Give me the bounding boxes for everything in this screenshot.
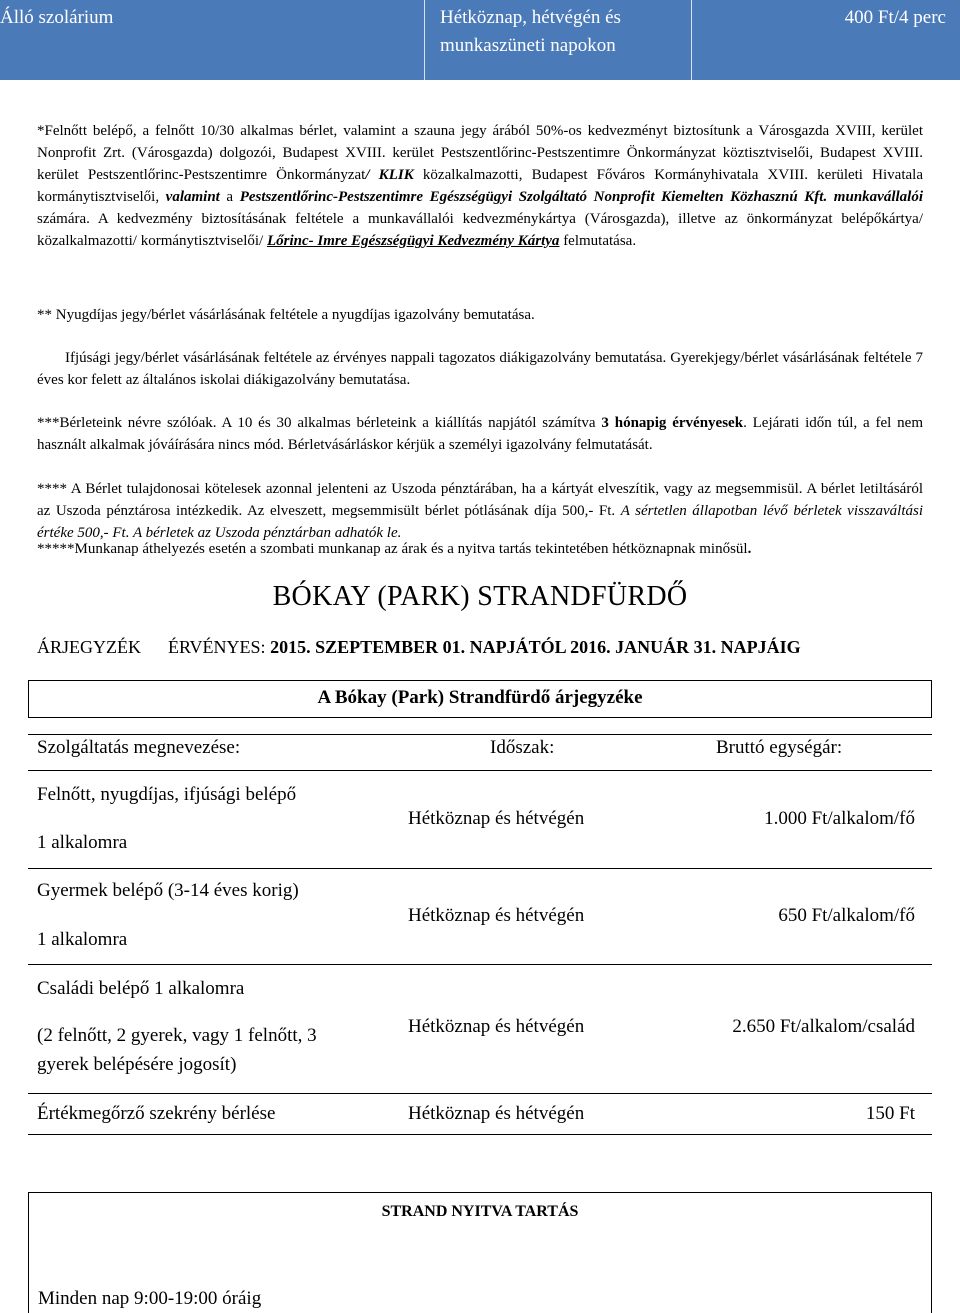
row3-service-line1: Családi belépő 1 alkalomra [37, 978, 245, 999]
header-top-border [28, 734, 932, 735]
table-caption: A Bókay (Park) Strandfürdő árjegyzéke [317, 687, 643, 708]
row3-service-line2: (2 felnőtt, 2 gyerek, vagy 1 felnőtt, 3 [37, 1025, 317, 1046]
discount-note-kft: Pestszentlőrinc-Pestszentimre Egészségügyi Szolgáltató Nonprofit Kiemelten Közhasznú Kft. munkavállalói [239, 189, 923, 205]
top-period-line2: munkaszüneti napokon [440, 35, 616, 56]
row3-price: 2.650 Ft/alkalom/család [732, 1016, 915, 1037]
row1-bottom-border [28, 868, 932, 869]
row3-service-line3: gyerek belépésére jogosít) [37, 1054, 237, 1075]
row4-service: Értékmegőrző szekrény bérlése [37, 1103, 276, 1124]
row1-service-line2: 1 alkalomra [37, 832, 128, 853]
discount-note-part-g: számára. A kedvezmény biztosításának feltétele a munkavállalói kedvezménykártya (Városgazda), illetve az önkormányzat belépőkártya/ közalkalmazotti/ kormánytisztviselői/ [37, 211, 923, 249]
opening-hours-text: Minden nap 9:00-19:00 óráig [38, 1288, 262, 1309]
top-divider-2 [691, 0, 692, 80]
row2-service-line2: 1 alkalomra [37, 929, 128, 950]
top-price: 400 Ft/4 perc [844, 7, 946, 28]
validity-line [37, 637, 801, 658]
pass-loss-note [37, 478, 923, 544]
pass-loss-refund: A sértetlen állapotban lévő bérletek visszaváltási értéke 500,- Ft. A bérletek az Uszoda pénztárban adhatók le. [37, 503, 924, 541]
discount-note-card: Lőrinc- Imre Egészségügyi Kedvezmény Kártya [266, 233, 560, 249]
youth-note: Ifjúsági jegy/bérlet vásárlásának feltétele az érvényes nappali tagozatos diákigazolvány bemutatása. Gyerekjegy/bérlet vásárlásának feltétele 7 éves kor felett az általános iskolai diákigazolvány bemutatása. [37, 350, 923, 388]
pass-validity-months: 3 hónapig érvényesek [601, 415, 744, 431]
row3-bottom-border [28, 1093, 932, 1094]
pass-validity-note [37, 412, 923, 456]
opening-hours-title: STRAND NYITVA TARTÁS [381, 1203, 579, 1220]
workday-note-period: . [747, 541, 752, 557]
pass-validity-part-a: ***Bérleteink névre szólóak. A 10 és 30 alkalmas bérleteink a kiállítás napjától számítva [37, 415, 602, 431]
row4-bottom-border [28, 1134, 932, 1135]
discount-note-klik: / KLIK [365, 167, 414, 183]
row2-price: 650 Ft/alkalom/fő [778, 905, 915, 926]
workday-note [37, 538, 923, 560]
top-divider-1 [424, 0, 425, 80]
discount-note-part-e: a [219, 189, 240, 205]
row2-period: Hétköznap és hétvégén [408, 905, 585, 926]
top-period-line1: Hétköznap, hétvégén és [440, 7, 621, 28]
discount-note [37, 120, 923, 252]
validity-range: 2015. SZEPTEMBER 01. NAPJÁTÓL 2016. JANUÁR 31. NAPJÁIG [270, 637, 801, 657]
header-period: Időszak: [490, 737, 555, 758]
row2-service-line1: Gyermek belépő (3-14 éves korig) [37, 880, 299, 901]
pensioner-note: ** Nyugdíjas jegy/bérlet vásárlásának feltétele a nyugdíjas igazolvány bemutatása. [37, 307, 535, 323]
row1-period: Hétköznap és hétvégén [408, 808, 585, 829]
discount-note-valamint: valamint [165, 189, 220, 205]
page-title: BÓKAY (PARK) STRANDFÜRDŐ [272, 581, 688, 612]
row2-bottom-border [28, 964, 932, 965]
price-list-label: ÁRJEGYZÉK [37, 637, 141, 657]
opening-hours-box [28, 1192, 932, 1313]
row1-service-line1: Felnőtt, nyugdíjas, ifjúsági belépő [37, 784, 297, 805]
row4-period: Hétköznap és hétvégén [408, 1103, 585, 1124]
top-period [440, 4, 621, 60]
header-service: Szolgáltatás megnevezése: [37, 737, 241, 758]
table-caption-box [28, 680, 932, 718]
discount-note-part-i: felmutatása. [559, 233, 637, 249]
top-service-label: Álló szolárium [0, 7, 114, 28]
row3-period: Hétköznap és hétvégén [408, 1016, 585, 1037]
validity-prefix: ÉRVÉNYES: [168, 637, 271, 657]
row1-price: 1.000 Ft/alkalom/fő [764, 808, 915, 829]
pass-loss-part-a: **** A Bérlet tulajdonosai kötelesek azonnal jelenteni az Uszoda pénztárában, ha a kártyát elveszítik, vagy az megsemmisül. A bérlet letiltásáról az Uszoda pénztárosa intézkedik. Az elveszett, megsemmisült bérlet pótlásának díja 500,- Ft. [37, 481, 923, 519]
header-price: Bruttó egységár: [716, 737, 843, 758]
header-bottom-border [28, 770, 932, 771]
discount-note-part-a: *Felnőtt belépő, a felnőtt 10/30 alkalmas bérlet, valamint a szauna jegy árából 50%-os kedvezményt biztosítunk a Városgazda XVIII, kerület Nonprofit Zrt. (Városgazda) dolgozói, Budapest XVIII. kerület Pestszentlőrinc-Pestszentimre Önkormányzat köztisztviselői, Budapest XVIII. kerület Pestszentlőrinc-Pestszentimre Önkormányzat [37, 123, 923, 183]
top-price-row [0, 0, 960, 80]
workday-note-text: *****Munkanap áthelyezés esetén a szombati munkanap az árak és a nyitva tartás tekintetében hétköznapnak minősül [37, 541, 748, 557]
row4-price: 150 Ft [865, 1103, 915, 1124]
pass-validity-part-c: . Lejárati időn túl, a fel nem használt alkalmak jóváírására nincs mód. Bérletvásárláskor kérjük a személyi igazolvány felmutatását. [37, 415, 923, 453]
discount-note-part-c: közalkalmazotti, Budapest Főváros Kormányhivatala XVIII. kerületi Hivatala kormánytisztviselői, [37, 167, 923, 205]
